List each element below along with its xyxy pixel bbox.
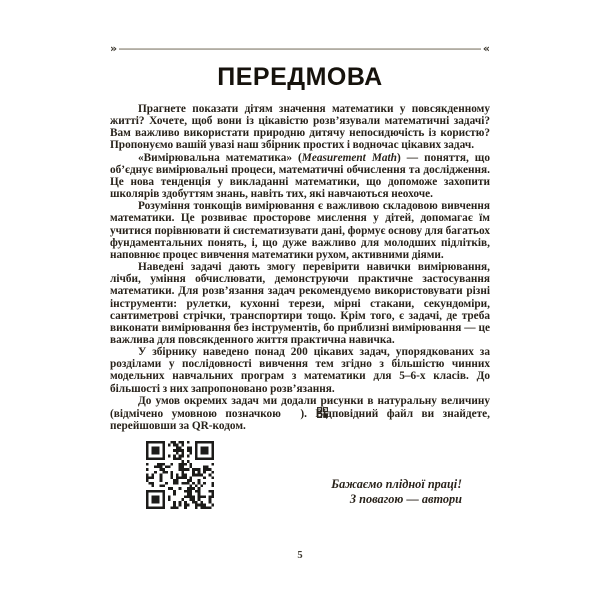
preface-paragraph-4: Наведені задачі дають змогу перевірити навички вимірювання, лічби, уміння обчислювати, демонструючи практичне застосування математики. Для розв’язання задач рекомендуємо використовувати різні інструменти: рулетки, кухонні терези, мірні стакани, секундоміри, сантиметрові стрічки, транспортири тощо. Крім того, є задачі, де треба виконати вимірювання без інструментів, бо приблизні вимірювання — це важлива для повсякденного життя практична навичка.	[110, 261, 490, 346]
signature-line-2: З повагою — автори	[349, 492, 462, 507]
page-title: ПЕРЕДМОВА	[217, 63, 383, 91]
ornament-left-arrows-icon: »	[110, 42, 118, 55]
qr-code	[146, 441, 214, 509]
preface-text	[110, 103, 490, 432]
page-number: 5	[297, 550, 303, 561]
italic-term: Measurement Math	[301, 151, 397, 164]
signature-line-1: Бажаємо плідної праці!	[331, 477, 462, 492]
preface-paragraph-3: Розуміння тонкощів вимірювання є важливою складовою вивчення математики. Це розвиває просторове мислення у дітей, допомагає їм учитися порівнювати й систематизувати дані, формує основу для багатьох фундаментальних понять, і, що дуже важливо для молодших підлітків, наповнює процес вивчення математики рухом, активними діями.	[110, 200, 490, 261]
preface-paragraph-1: Прагнете показати дітям значення математики у повсякденному житті? Хочете, щоб вони із цікавістю розв’язували математичні задачі? Вам важливо використати природню дитячу непосидючість із користю? Пропонуємо вашій увазі наш збірник простих і водночас цікавих задач.	[110, 103, 490, 152]
preface-paragraph-5: У збірнику наведено понад 200 цікавих задач, упорядкованих за розділами у послідовності вивчення тем згідно з більшістю чинних модельних навчальних програм з математики для 5–6-х класів. До більшості з них запропоновано розв’язання.	[110, 346, 490, 395]
ornament-right-arrows-icon: «	[482, 42, 490, 55]
paragraph-6-text-after: ). Відповідний файл ви знайдете, перейшовши за QR-кодом.	[110, 407, 490, 433]
preface-paragraph-2	[110, 152, 490, 201]
page-content	[110, 0, 490, 509]
paragraph-2-text-before: «Вимірювальна математика» (	[138, 151, 302, 164]
paragraph-2-text-after: ) — поняття, що об’єднує вимірювальні процеси, математичні обчислення та дослідження. Це нова тенденція у викладанні математики, що допоможе захопити школярів здобуттям знань, навіть тих, які навчаються неохоче.	[110, 151, 490, 201]
bottom-row	[110, 441, 490, 509]
qr-marker-icon	[289, 407, 300, 419]
preface-paragraph-6	[110, 395, 490, 432]
header-ornament	[110, 44, 490, 54]
paragraph-6-text-before: До умов окремих задач ми додали рисунки в натуральну величину (відмічено умовною позначкою	[110, 394, 490, 420]
authors-signature	[331, 477, 462, 509]
ornament-line	[119, 48, 481, 50]
